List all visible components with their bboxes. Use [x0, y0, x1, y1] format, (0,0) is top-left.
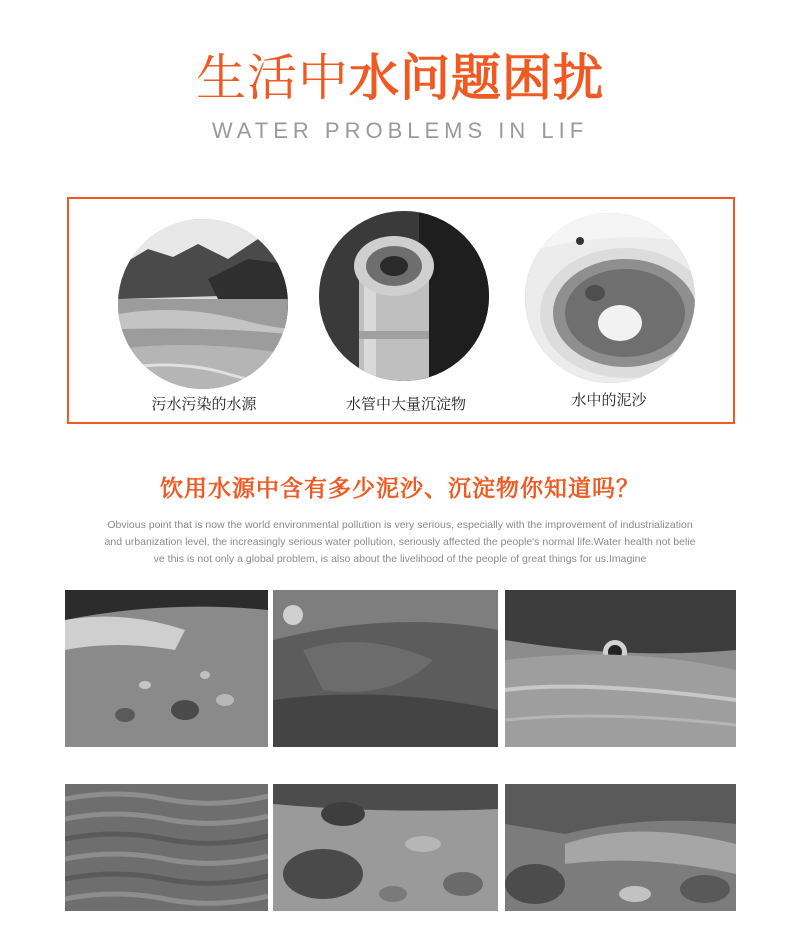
stream-bank-photo	[505, 784, 736, 911]
question-heading: 饮用水源中含有多少泥沙、沉淀物你知道吗？	[160, 476, 640, 502]
page-title	[0, 48, 800, 108]
caption-polluted-water-source: 污水污染的水源	[151, 395, 257, 413]
caption-pipe-sediment: 水管中大量沉淀物	[345, 395, 466, 413]
paragraph-line: Obvious point that is now the world environmental pollution is very serious, especially with the improvement of industrialization	[107, 519, 693, 531]
rocky-stream-photo	[273, 784, 498, 911]
clogged-pipe-photo	[319, 211, 489, 381]
problems-box	[67, 197, 735, 424]
paragraph-line: and urbanization level, the increasingly serious water pollution, seriously affected the people's normal life.Water health not belie	[104, 536, 696, 548]
intro-paragraph	[80, 517, 720, 568]
sand-ripples-photo	[65, 784, 268, 911]
page-subtitle: WATER PROBLEMS IN LIF	[211, 118, 589, 143]
sediment-closeup-photo	[65, 590, 268, 747]
paragraph-line: ve this is not only a global problem, is also about the livelihood of the people of great things for us.Imagine	[153, 553, 647, 565]
sediment-basin-photo	[525, 213, 695, 383]
caption-water-sand: 水中的泥沙	[571, 391, 647, 409]
polluted-lake-photo	[118, 219, 288, 389]
title-bold: 水问题困扰	[349, 49, 604, 107]
algae-water-photo	[273, 590, 498, 747]
river-outflow-photo	[505, 590, 736, 747]
title-light: 生活中	[196, 49, 349, 107]
